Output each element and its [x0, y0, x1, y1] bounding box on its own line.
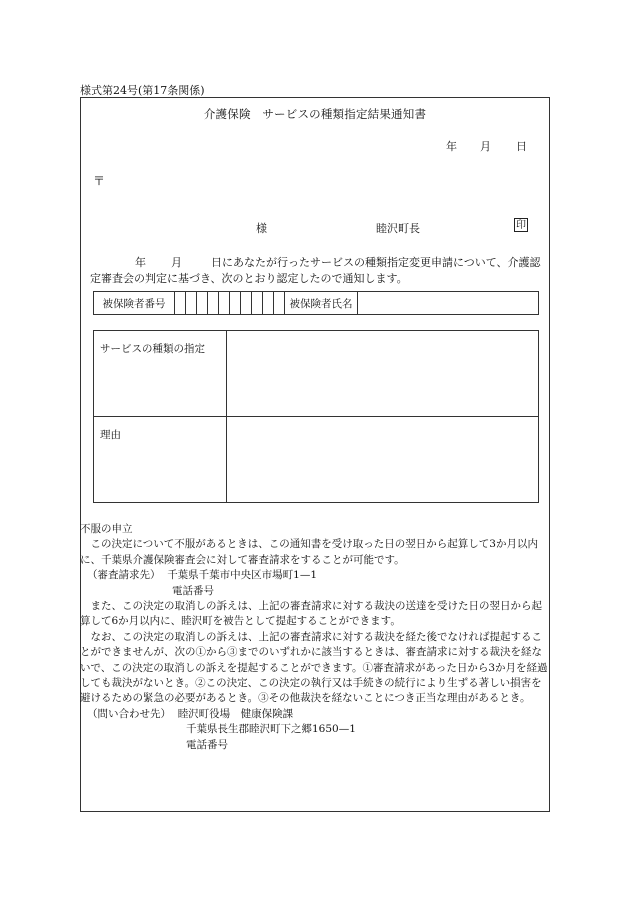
insured-name-label: 被保険者氏名: [285, 292, 358, 315]
insured-number-digit[interactable]: [252, 292, 263, 315]
intro-month: 月: [171, 256, 182, 269]
review-destination: [80, 568, 550, 583]
service-designation-field[interactable]: [227, 331, 539, 417]
insured-number-digit[interactable]: [230, 292, 241, 315]
insured-number-digit[interactable]: [219, 292, 230, 315]
inquiry: [80, 707, 550, 722]
service-designation-label: サービスの種類の指定: [94, 331, 227, 417]
postal-mark: 〒: [93, 174, 106, 188]
insured-number-digit[interactable]: [208, 292, 219, 315]
intro-year: 年: [135, 256, 146, 269]
reason-label: 理由: [94, 417, 227, 503]
insured-number-label: 被保険者番号: [94, 292, 175, 315]
review-destination-phone: 電話番号: [172, 584, 214, 597]
inquiry-address: 千葉県長生郡睦沢町下之郷1650—1: [186, 723, 356, 736]
insured-number-digit[interactable]: [274, 292, 285, 315]
inquiry-phone: 電話番号: [186, 738, 228, 751]
date-year: 年: [446, 140, 457, 153]
reason-field[interactable]: [227, 417, 539, 503]
seal-mark: [514, 218, 528, 232]
review-destination-address: 千葉県千葉市中央区市場町1—1: [167, 569, 318, 582]
insured-number-digit[interactable]: [197, 292, 208, 315]
date-day: 日: [516, 140, 527, 153]
appeal-paragraph-2: また、この決定の取消しの訴えは、上記の審査請求に対する裁決の送達を受けた日の翌日から起算して6か月以内に、睦沢町を被告として提起することができます。: [80, 600, 542, 628]
review-destination-label: （審査請求先）: [87, 569, 161, 582]
appeal-paragraph-3: なお、この決定の取消しの訴えは、上記の審査請求に対する裁決を経た後でなければ提起することができませんが、次の①から③までのいずれかに該当するときは、審査請求に対する裁決を経ないで、この決定の取消しの訴えを提起することができます。①審査請求があった日から3か月を経過しても裁決がないとき。②この決定、この決定の執行又は手続きの続行により生ずる著しい損害を避けるための緊急の必要があるとき。③その他裁決を経ないことにつき正当な理由があるとき。: [80, 630, 548, 705]
document-title: 介護保険 サービスの種類指定結果通知書: [203, 107, 427, 121]
insured-info-table: [93, 291, 539, 315]
seal-text: 印: [516, 220, 526, 231]
intro-day: 日: [211, 256, 222, 269]
inquiry-label: （問い合わせ先）: [87, 707, 171, 720]
insured-number-digit[interactable]: [175, 292, 186, 315]
insured-name-field[interactable]: [358, 292, 539, 315]
appeal-section: [80, 522, 550, 753]
intro-text: にあなたが行ったサービスの種類指定変更申請について、介護認定審査会の判定に基づき、次のとおり認定したので通知します。: [90, 256, 541, 285]
issue-date: [446, 138, 527, 154]
inquiry-office: 睦沢町役場 健康保険課: [177, 707, 294, 720]
insured-number-digit[interactable]: [186, 292, 197, 315]
service-designation-table: [93, 330, 539, 503]
form-number-label: 様式第24号(第17条関係): [80, 84, 205, 97]
insured-number-digit[interactable]: [263, 292, 274, 315]
intro-paragraph: [90, 255, 545, 287]
insured-number-digit[interactable]: [241, 292, 252, 315]
appeal-heading: 不服の申立: [80, 523, 133, 535]
issuer-name: 睦沢町長: [376, 222, 420, 235]
recipient-suffix: 様: [256, 222, 267, 235]
date-month: 月: [480, 140, 491, 153]
appeal-paragraph-1: この決定について不服があるときは、この通知書を受け取った日の翌日から起算して3か月以内に、千葉県介護保険審査会に対して審査請求をすることが可能です。: [80, 538, 538, 566]
